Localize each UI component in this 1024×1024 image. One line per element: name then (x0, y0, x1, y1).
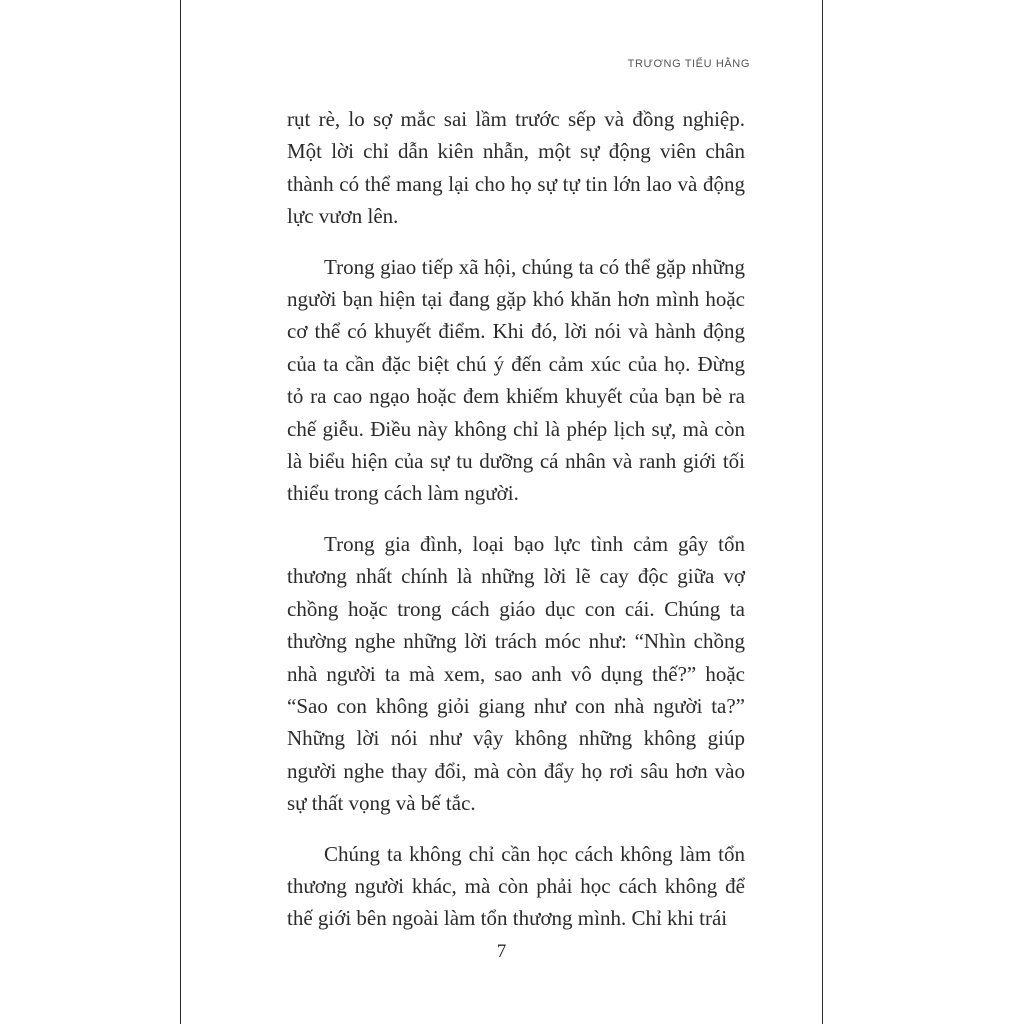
body-text (287, 103, 745, 953)
paragraph-1: rụt rè, lo sợ mắc sai lầm trước sếp và đồng nghiệp. Một lời chỉ dẫn kiên nhẫn, một sự động viên chân thành có thể mang lại cho họ sự tự tin lớn lao và động lực vươn lên. (287, 107, 745, 229)
page-number: 7 (496, 941, 507, 962)
running-header: TRƯƠNG TIỂU HẰNG (627, 58, 750, 70)
paragraph-4: Chúng ta không chỉ cần học cách không làm tổn thương người khác, mà còn phải học cách không để thế giới bên ngoài làm tổn thương mình. Chỉ khi trái (287, 841, 745, 931)
paragraph-2: Trong giao tiếp xã hội, chúng ta có thể gặp những người bạn hiện tại đang gặp khó khăn hơn mình hoặc cơ thể có khuyết điểm. Khi đó, lời nói và hành động của ta cần đặc biệt chú ý đến cảm xúc của họ. Đừng tỏ ra cao ngạo hoặc đem khiếm khuyết của bạn bè ra chế giễu. Điều này không chỉ là phép lịch sự, mà còn là biểu hiện của sự tu dưỡng cá nhân và ranh giới tối thiểu trong cách làm người. (287, 254, 745, 506)
paragraph-3: Trong gia đình, loại bạo lực tình cảm gây tổn thương nhất chính là những lời lẽ cay độc giữa vợ chồng hoặc trong cách giáo dục con cái. Chúng ta thường nghe những lời trách móc như: “Nhìn chồng nhà người ta mà xem, sao anh vô dụng thế?” hoặc “Sao con không giỏi giang như con nhà người ta?” Những lời nói như vậy không những không giúp người nghe thay đổi, mà còn đẩy họ rơi sâu hơn vào sự thất vọng và bế tắc. (287, 531, 745, 816)
book-page (180, 0, 823, 1024)
